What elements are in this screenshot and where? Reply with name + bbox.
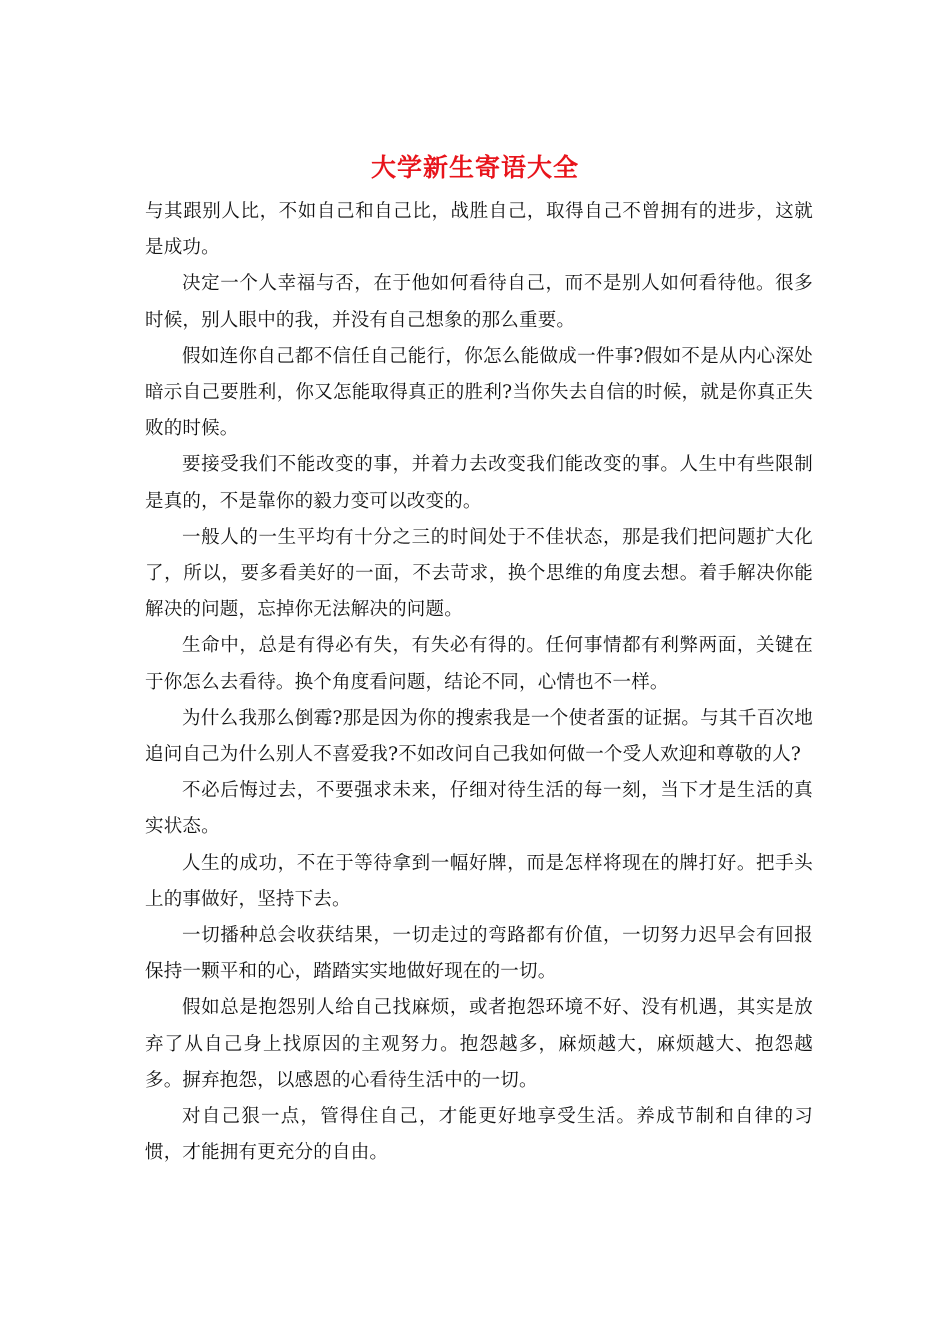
paragraph: 人生的成功，不在于等待拿到一幅好牌，而是怎样将现在的牌打好。把手头上的事做好，坚持下去。 <box>145 852 813 910</box>
paragraph: 生命中，总是有得必有失，有失必有得的。任何事情都有利弊两面，关键在于你怎么去看待。换个角度看问题，结论不同，心情也不一样。 <box>145 635 813 693</box>
paragraph: 不必后悔过去，不要强求未来，仔细对待生活的每一刻，当下才是生活的真实状态。 <box>145 780 813 838</box>
paragraph: 与其跟别人比，不如自己和自己比，战胜自己，取得自己不曾拥有的进步，这就是成功。 <box>145 201 813 259</box>
paragraph: 为什么我那么倒霉?那是因为你的搜索我是一个使者蛋的证据。与其千百次地追问自己为什么别人不喜爱我?不如改问自己我如何做一个受人欢迎和尊敬的人? <box>145 707 813 766</box>
paragraph: 对自己狠一点，管得住自己，才能更好地享受生活。养成节制和自律的习惯，才能拥有更充分的自由。 <box>145 1106 813 1164</box>
paragraph: 假如总是抱怨别人给自己找麻烦，或者抱怨环境不好、没有机遇，其实是放弃了从自己身上找原因的主观努力。抱怨越多，麻烦越大，麻烦越大、抱怨越多。摒弃抱怨，以感恩的心看待生活中的一切。 <box>145 997 813 1091</box>
document-body <box>145 194 813 1171</box>
paragraph: 一切播种总会收获结果，一切走过的弯路都有价值，一切努力迟早会有回报保持一颗平和的心，踏踏实实地做好现在的一切。 <box>145 925 813 983</box>
paragraph: 要接受我们不能改变的事，并着力去改变我们能改变的事。人生中有些限制是真的，不是靠你的毅力变可以改变的。 <box>145 454 813 512</box>
document-title: 大学新生寄语大全 <box>370 153 579 182</box>
paragraph: 决定一个人幸福与否，在于他如何看待自己，而不是别人如何看待他。很多时候，别人眼中的我，并没有自己想象的那么重要。 <box>145 273 813 331</box>
paragraph: 一般人的一生平均有十分之三的时间处于不佳状态，那是我们把问题扩大化了，所以，要多看美好的一面，不去苛求，换个思维的角度去想。着手解决你能解决的问题，忘掉你无法解决的问题。 <box>145 526 813 621</box>
paragraph: 假如连你自己都不信任自己能行，你怎么能做成一件事?假如不是从内心深处暗示自己要胜利，你又怎能取得真正的胜利?当你失去自信的时候，就是你真正失败的时候。 <box>145 345 813 440</box>
